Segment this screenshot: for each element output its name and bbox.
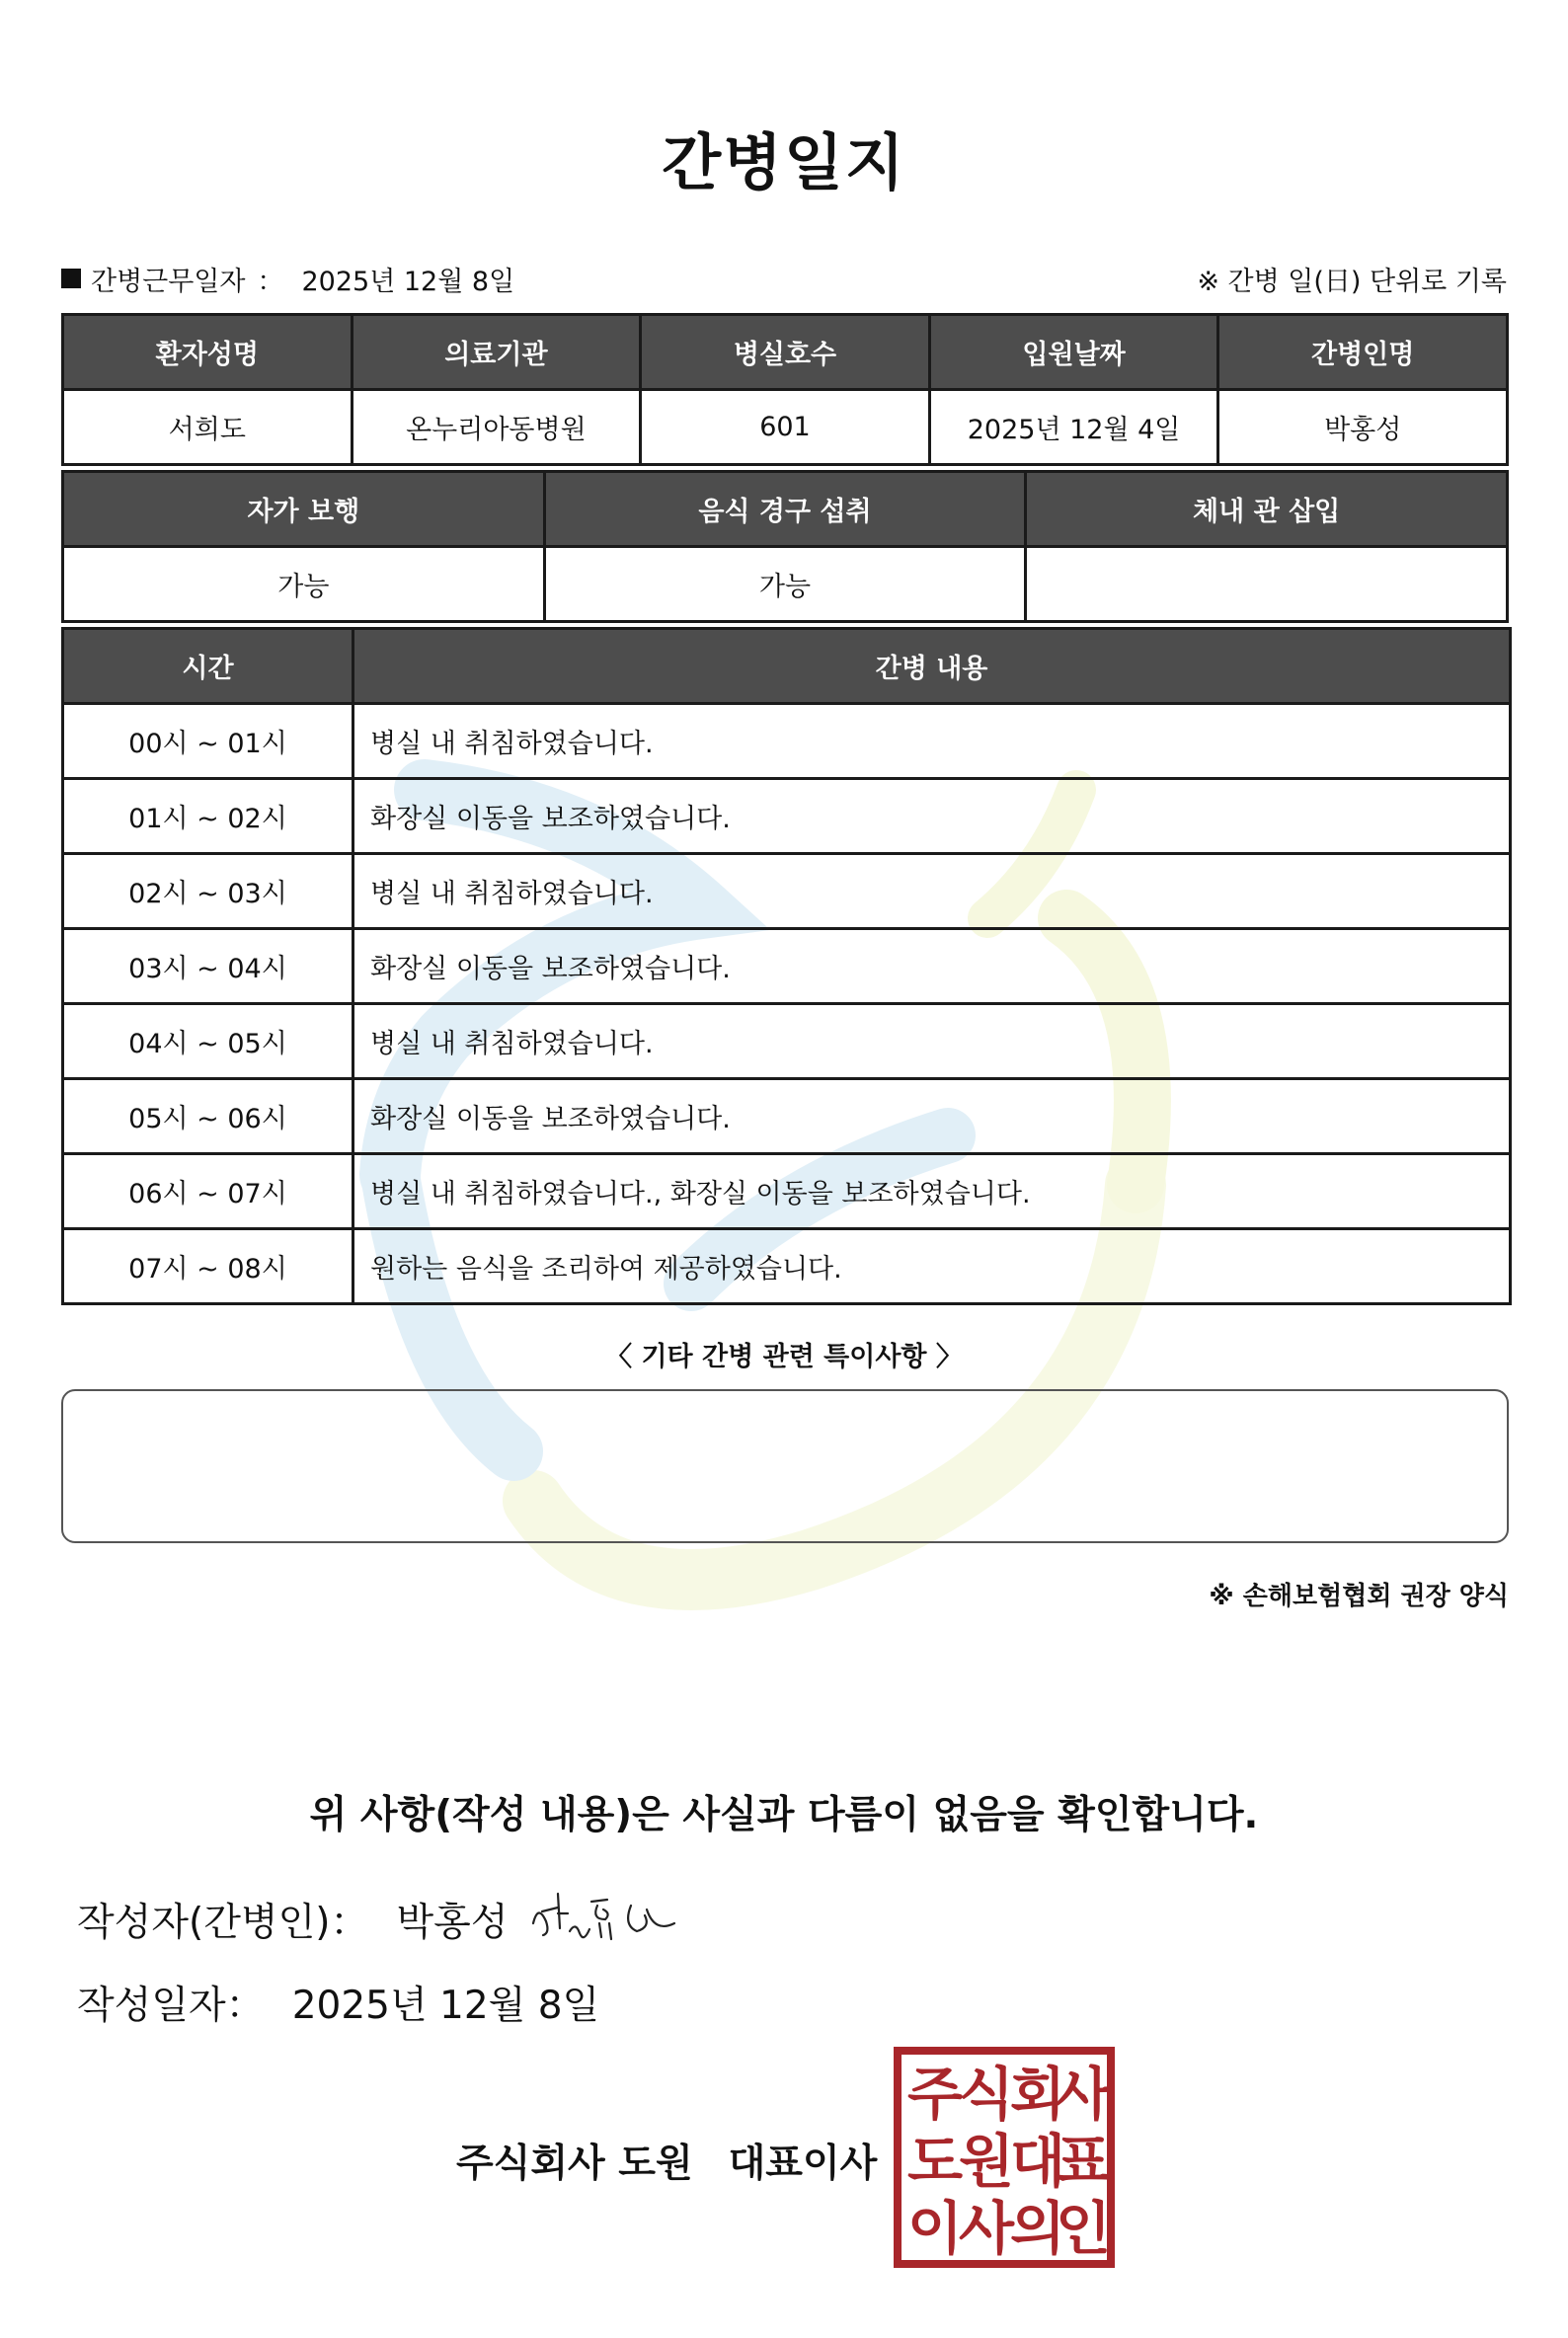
company-representative: 대표이사 xyxy=(728,2142,878,2186)
recommend-note: ※ 손해보험협회 권장 양식 xyxy=(1209,1582,1509,1611)
table-row xyxy=(63,1004,1511,1079)
room-number: 601 xyxy=(641,390,930,465)
svg-text:회: 회 xyxy=(1009,2061,1066,2128)
time-cell: 07시 ~ 08시 xyxy=(63,1229,353,1304)
content-cell: 원하는 음식을 조리하여 제공하였습니다. xyxy=(353,1229,1511,1304)
header-oral-intake: 음식 경구 섭취 xyxy=(544,472,1026,547)
table-row xyxy=(63,1154,1511,1229)
work-date-colon: ： xyxy=(257,266,284,297)
caregiver-name: 박홍성 xyxy=(1218,390,1508,465)
written-date-value: 2025년 12월 8일 xyxy=(291,1984,600,2028)
work-date xyxy=(61,260,514,298)
work-date-value: 2025년 12월 8일 xyxy=(301,266,515,297)
svg-text:식: 식 xyxy=(958,2061,1015,2128)
care-header-row xyxy=(63,629,1511,704)
svg-text:이: 이 xyxy=(906,2195,964,2262)
time-cell: 06시 ~ 07시 xyxy=(63,1154,353,1229)
content-cell: 화장실 이동을 보조하였습니다. xyxy=(353,1079,1511,1154)
walking-value: 가능 xyxy=(63,547,545,622)
time-cell: 03시 ~ 04시 xyxy=(63,929,353,1004)
content-cell: 병실 내 취침하였습니다., 화장실 이동을 보조하였습니다. xyxy=(353,1154,1511,1229)
header-admission-date: 입원날짜 xyxy=(929,315,1218,390)
care-log-table xyxy=(61,627,1512,1305)
meta-row xyxy=(61,259,1507,298)
svg-text:표: 표 xyxy=(1055,2128,1112,2195)
svg-text:주: 주 xyxy=(906,2061,964,2128)
unit-note: ※ 간병 일(日) 단위로 기록 xyxy=(1197,266,1507,297)
document-title: 간병일지 xyxy=(662,126,906,198)
patient-name: 서희도 xyxy=(63,390,353,465)
tube-value xyxy=(1026,547,1508,622)
table-row xyxy=(63,1229,1511,1304)
header-caregiver: 간병인명 xyxy=(1218,315,1508,390)
written-date-line xyxy=(77,1975,599,2030)
header-care-content: 간병 내용 xyxy=(353,629,1511,704)
patient-header-row xyxy=(63,315,1508,390)
svg-text:원: 원 xyxy=(958,2128,1015,2195)
status-value-row xyxy=(63,547,1508,622)
time-cell: 05시 ~ 06시 xyxy=(63,1079,353,1154)
svg-text:사: 사 xyxy=(958,2195,1015,2262)
table-row xyxy=(63,929,1511,1004)
header-tube: 체내 관 삽입 xyxy=(1026,472,1508,547)
status-table xyxy=(61,470,1509,623)
time-cell: 00시 ~ 01시 xyxy=(63,704,353,779)
writer-line xyxy=(77,1892,509,1947)
writer-label: 작성자(간병인)： xyxy=(77,1901,369,1945)
status-header-row xyxy=(63,472,1508,547)
content-cell: 화장실 이동을 보조하였습니다. xyxy=(353,929,1511,1004)
header-walking: 자가 보행 xyxy=(63,472,545,547)
work-date-label: 간병근무일자 xyxy=(91,266,246,297)
table-row xyxy=(63,779,1511,854)
confirm-statement: 위 사항(작성 내용)은 사실과 다름이 없음을 확인합니다. xyxy=(309,1793,1259,1837)
svg-text:도: 도 xyxy=(906,2128,964,2195)
hospital-name: 온누리아동병원 xyxy=(352,390,641,465)
table-row xyxy=(63,854,1511,929)
header-hospital: 의료기관 xyxy=(352,315,641,390)
table-row xyxy=(63,704,1511,779)
time-cell: 04시 ~ 05시 xyxy=(63,1004,353,1079)
company-name: 주식회사 도원 xyxy=(456,2142,693,2186)
svg-text:대: 대 xyxy=(1009,2128,1066,2195)
content-cell: 병실 내 취침하였습니다. xyxy=(353,1004,1511,1079)
content-cell: 병실 내 취침하였습니다. xyxy=(353,854,1511,929)
notes-box xyxy=(61,1389,1509,1543)
company-line xyxy=(456,2133,877,2188)
content-cell: 병실 내 취침하였습니다. xyxy=(353,704,1511,779)
admission-date: 2025년 12월 4일 xyxy=(929,390,1218,465)
writer-name: 박홍성 xyxy=(396,1901,509,1945)
time-cell: 02시 ~ 03시 xyxy=(63,854,353,929)
notes-title: 〈 기타 간병 관련 특이사항 〉 xyxy=(605,1342,963,1372)
handwritten-signature xyxy=(528,1884,686,1953)
patient-info-table xyxy=(61,313,1509,466)
header-time: 시간 xyxy=(63,629,353,704)
square-bullet-icon xyxy=(61,269,81,288)
header-room: 병실호수 xyxy=(641,315,930,390)
content-cell: 화장실 이동을 보조하였습니다. xyxy=(353,779,1511,854)
patient-value-row xyxy=(63,390,1508,465)
svg-text:의: 의 xyxy=(1009,2195,1066,2262)
svg-text:인: 인 xyxy=(1055,2195,1112,2262)
svg-text:사: 사 xyxy=(1055,2061,1112,2128)
header-patient-name: 환자성명 xyxy=(63,315,353,390)
written-date-label: 작성일자： xyxy=(77,1984,265,2028)
table-row xyxy=(63,1079,1511,1154)
oral-intake-value: 가능 xyxy=(544,547,1026,622)
company-seal-stamp xyxy=(894,2047,1115,2268)
time-cell: 01시 ~ 02시 xyxy=(63,779,353,854)
